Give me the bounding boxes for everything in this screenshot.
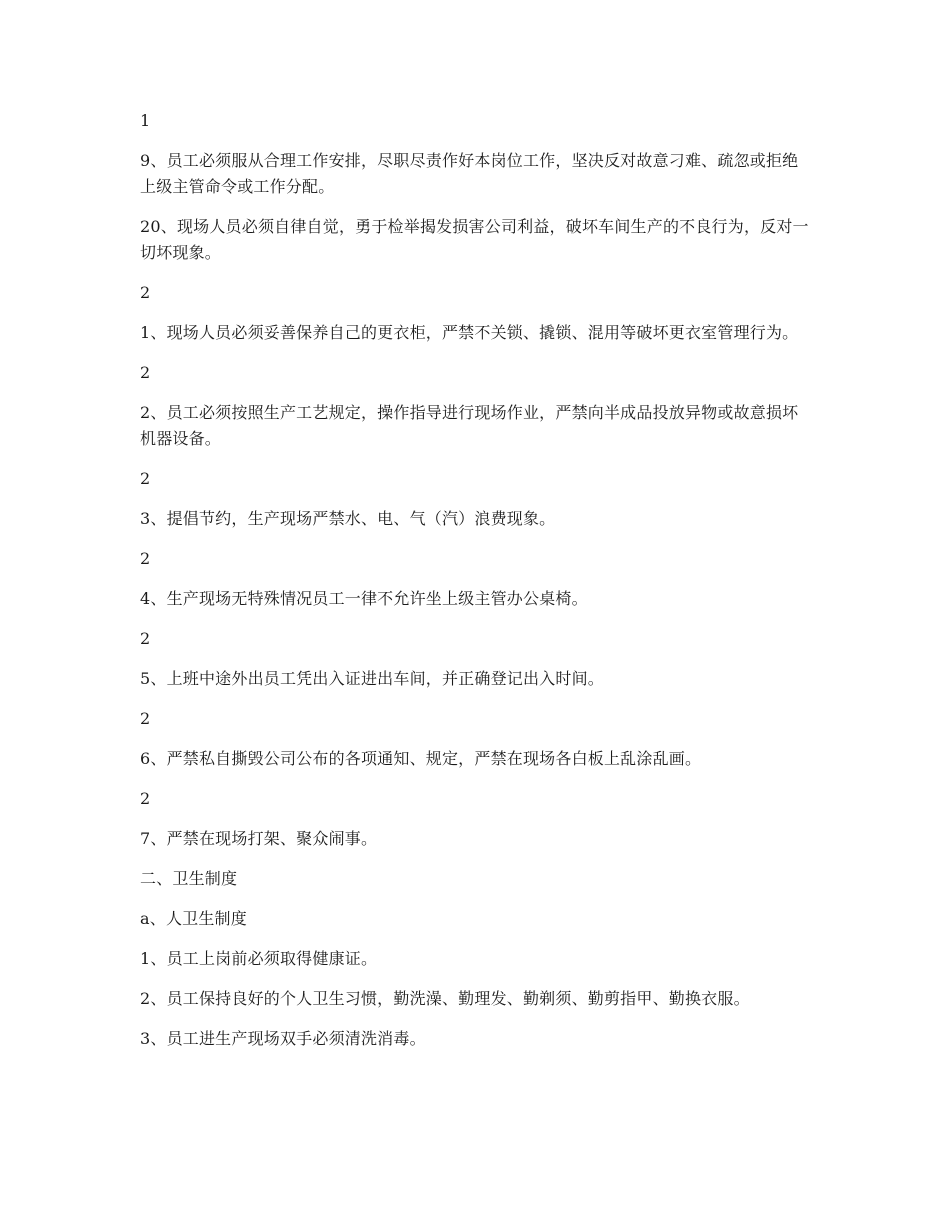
paragraph-2: 20、现场人员必须自律自觉，勇于检举揭发损害公司利益，破坏车间生产的不良行为，反对一切坏现象。 — [140, 217, 809, 262]
subsection-heading: a、人卫生制度 — [140, 909, 247, 928]
document-page — [140, 108, 810, 1066]
paragraph-6: 2、员工必须按照生产工艺规定，操作指导进行现场作业，严禁向半成品投放异物或故意损坏机器设备。 — [140, 403, 799, 448]
paragraph-19: 1、员工上岗前必须取得健康证。 — [140, 949, 378, 968]
paragraph-15: 2 — [140, 789, 151, 808]
paragraph-7: 2 — [140, 469, 151, 488]
paragraph-4: 1、现场人员必须妥善保养自己的更衣柜，严禁不关锁、撬锁、混用等破坏更衣室管理行为。 — [140, 323, 799, 342]
paragraph-20: 2、员工保持良好的个人卫生习惯，勤洗澡、勤理发、勤剃须、勤剪指甲、勤换衣服。 — [140, 989, 750, 1008]
section-heading: 二、卫生制度 — [140, 869, 238, 888]
paragraph-11: 2 — [140, 629, 151, 648]
paragraph-12: 5、上班中途外出员工凭出入证进出车间，并正确登记出入时间。 — [140, 669, 604, 688]
paragraph-8: 3、提倡节约，生产现场严禁水、电、气（汽）浪费现象。 — [140, 509, 556, 528]
paragraph-3: 2 — [140, 283, 151, 302]
paragraph-13: 2 — [140, 709, 151, 728]
paragraph-9: 2 — [140, 549, 151, 568]
paragraph-1: 9、员工必须服从合理工作安排，尽职尽责作好本岗位工作，坚决反对故意刁难、疏忽或拒绝上级主管命令或工作分配。 — [140, 151, 799, 196]
paragraph-14: 6、严禁私自撕毁公司公布的各项通知、规定，严禁在现场各白板上乱涂乱画。 — [140, 749, 702, 768]
paragraph-5: 2 — [140, 363, 151, 382]
paragraph-0: 1 — [140, 111, 151, 130]
paragraph-16: 7、严禁在现场打架、聚众闹事。 — [140, 829, 378, 848]
paragraph-10: 4、生产现场无特殊情况员工一律不允许坐上级主管办公桌椅。 — [140, 589, 588, 608]
paragraph-21: 3、员工进生产现场双手必须清洗消毒。 — [140, 1029, 426, 1048]
